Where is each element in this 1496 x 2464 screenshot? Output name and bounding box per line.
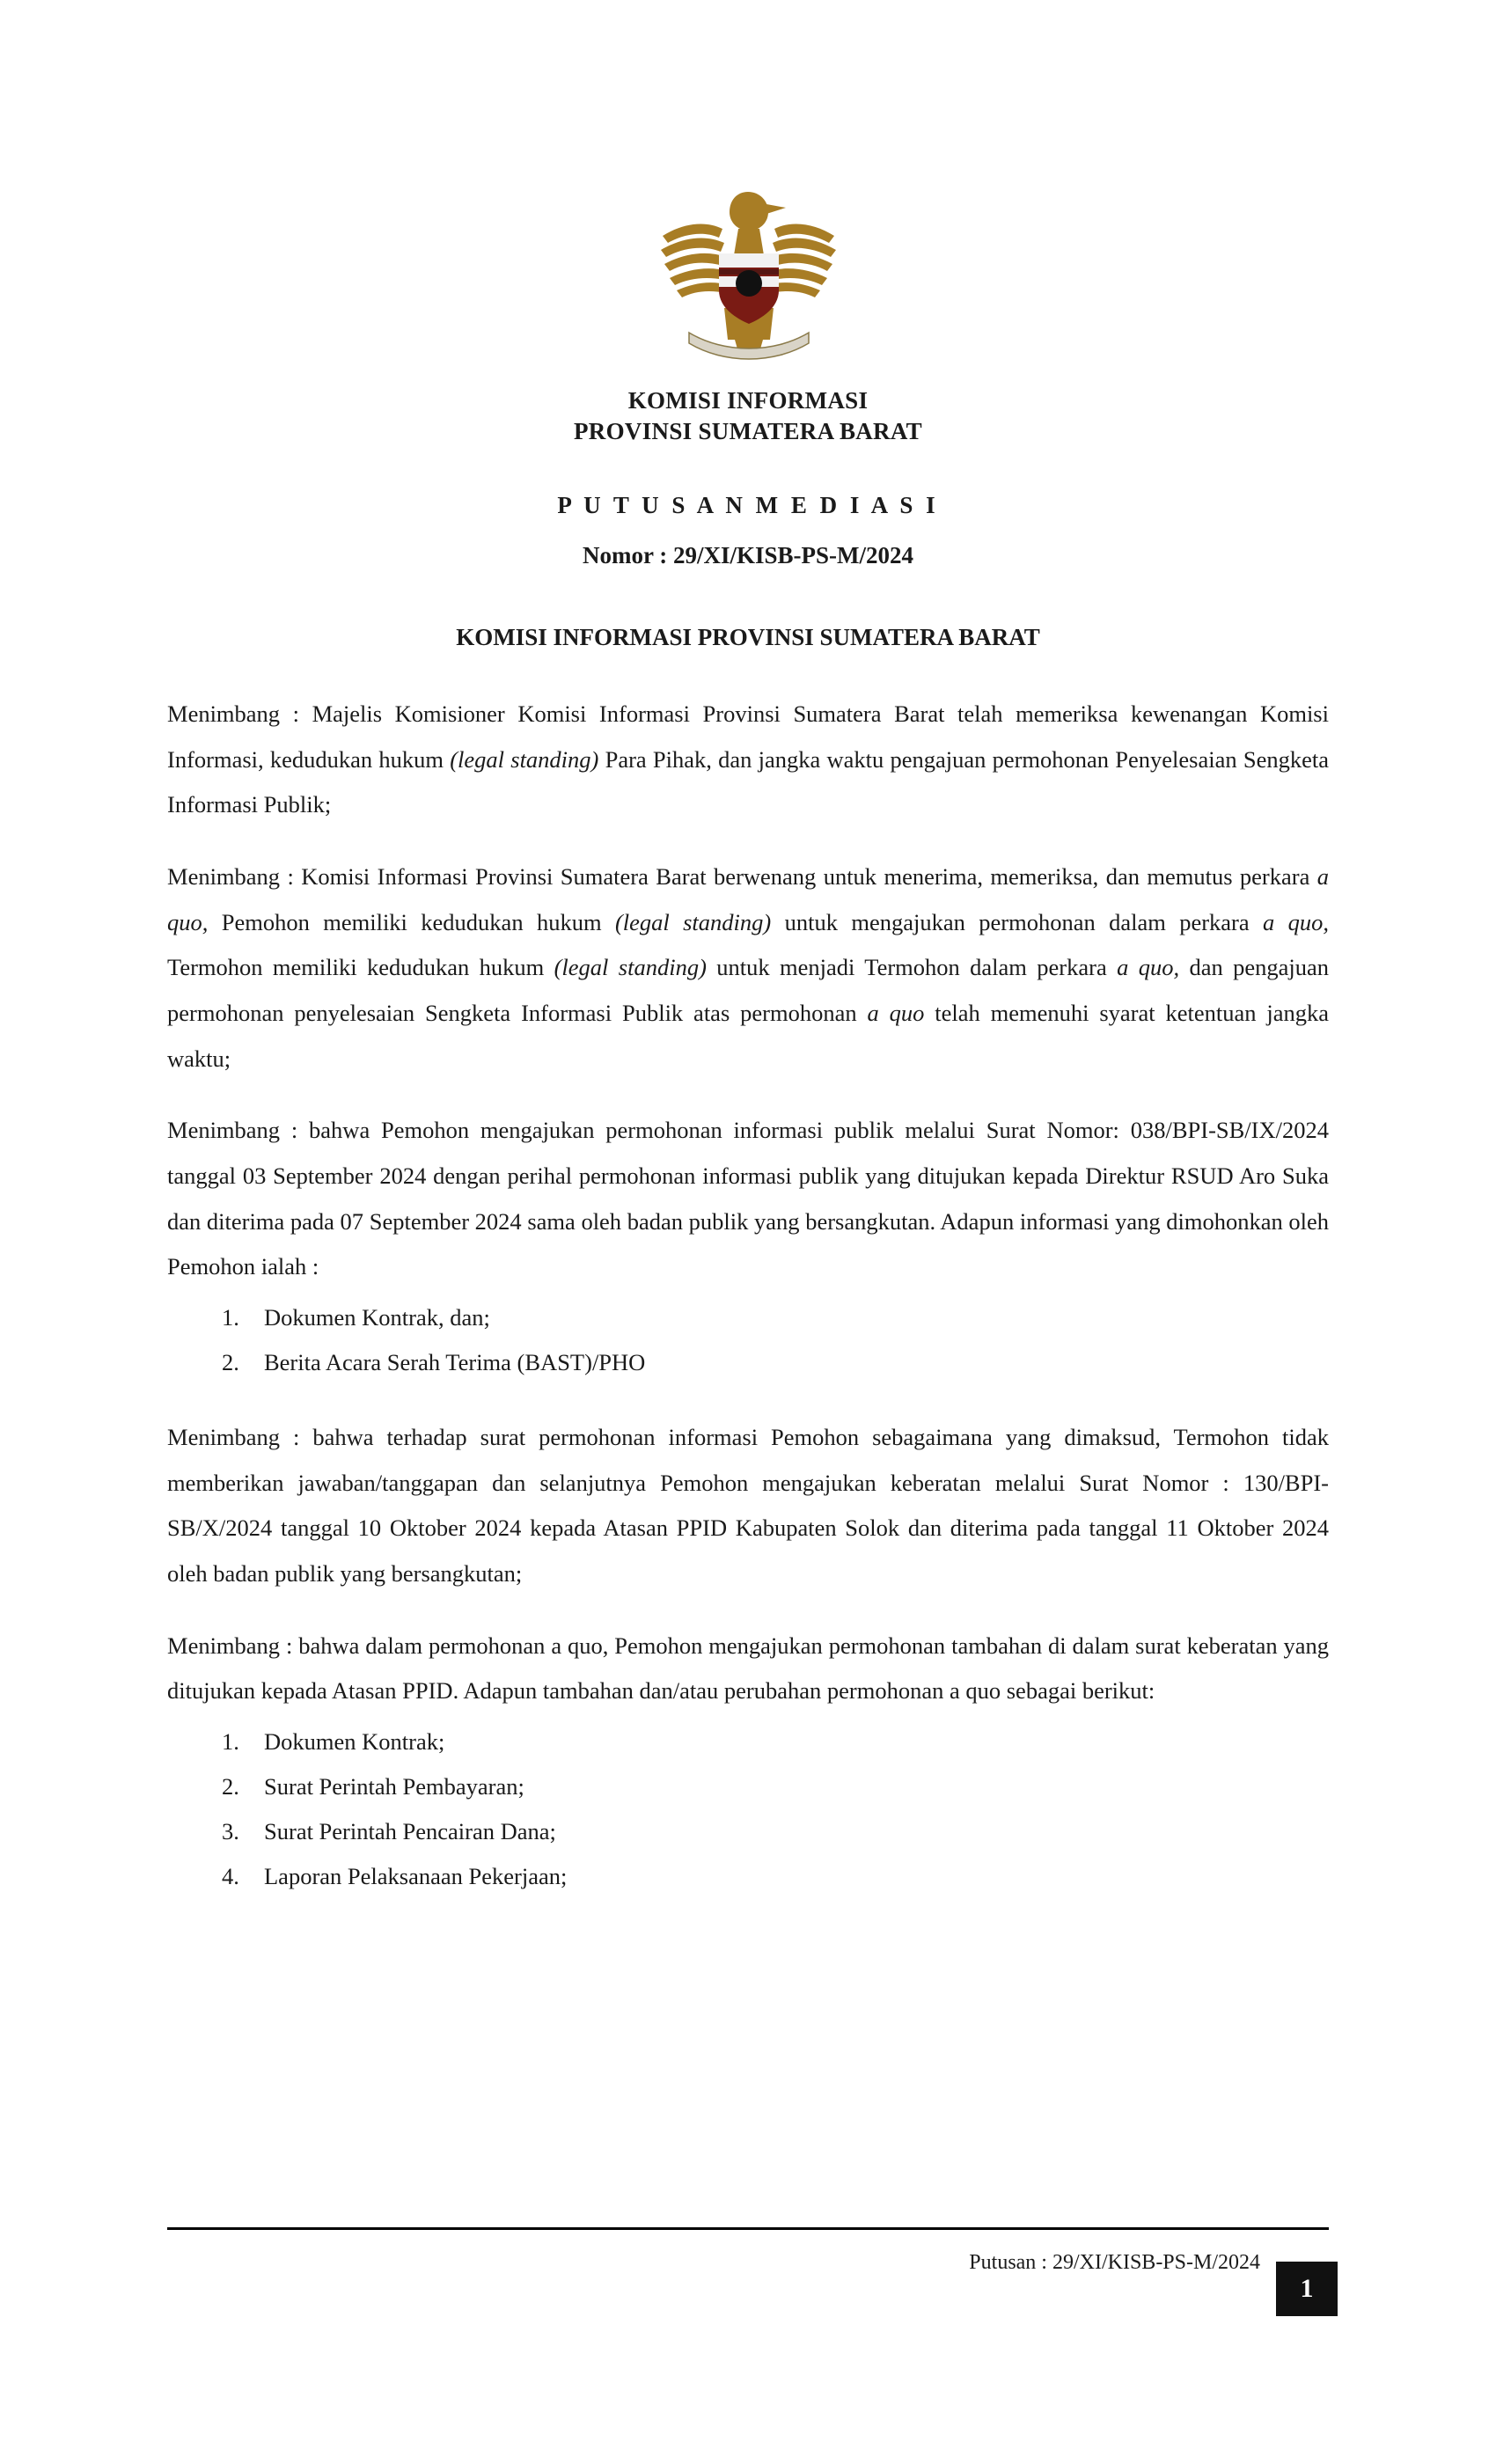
list-item: [222, 1295, 1329, 1340]
footer-reference: Putusan : 29/XI/KISB-PS-M/2024: [969, 2251, 1260, 2274]
list-item-label: Laporan Pelaksanaan Pekerjaan;: [264, 1862, 568, 1889]
list-item: [222, 1720, 1329, 1764]
document-body: [167, 692, 1329, 1898]
document-type-heading: P U T U S A N M E D I A S I: [557, 492, 939, 519]
list-item-label: Dokumen Kontrak, dan;: [264, 1304, 490, 1331]
list-item: [222, 1764, 1329, 1809]
emblem-container: [167, 185, 1329, 370]
list-item-number: 2.: [222, 1349, 239, 1376]
page-footer: [167, 2227, 1329, 2316]
list-item-number: 1.: [222, 1304, 239, 1331]
document-number: Nomor : 29/XI/KISB-PS-M/2024: [583, 542, 913, 569]
list-item: [222, 1340, 1329, 1385]
list-item-number: 3.: [222, 1817, 239, 1844]
organization-title: [167, 385, 1329, 446]
requested-information-list: [167, 1295, 1329, 1385]
list-item: [222, 1809, 1329, 1854]
list-item-label: Berita Acara Serah Terima (BAST)/PHO: [264, 1349, 646, 1376]
paragraph-menimbang-1: Menimbang : Majelis Komisioner Komisi Informasi Provinsi Sumatera Barat telah memeriksa kewenangan Komisi Informasi, kedudukan hukum (legal standing) Para Pihak, dan jangka waktu pengajuan permohonan Penyelesaian Sengketa Informasi Publik;: [167, 700, 1329, 818]
page-number: 1: [1276, 2262, 1338, 2316]
issuer-heading: KOMISI INFORMASI PROVINSI SUMATERA BARAT: [456, 624, 1040, 651]
list-item-label: Surat Perintah Pencairan Dana;: [264, 1817, 556, 1844]
paragraph-menimbang-3: Menimbang : bahwa Pemohon mengajukan permohonan informasi publik melalui Surat Nomor: 038/BPI-SB/IX/2024 tanggal 03 September 2024 dengan perihal permohonan informasi publik yang ditujukan kepada Direktur RSUD Aro Suka dan diterima pada 07 September 2024 sama oleh badan publik yang bersangkutan. Adapun informasi yang dimohonkan oleh Pemohon ialah :: [167, 1117, 1329, 1280]
list-item-number: 4.: [222, 1862, 239, 1889]
organization-title-line1: KOMISI INFORMASI: [627, 387, 869, 414]
list-item-number: 1.: [222, 1727, 239, 1755]
paragraph-menimbang-2: Menimbang : Komisi Informasi Provinsi Sumatera Barat berwenang untuk menerima, memeriksa, dan memutus perkara a quo, Pemohon memiliki kedudukan hukum (legal standing) untuk mengajukan permohonan dalam perkara a quo, Termohon memiliki kedudukan hukum (legal standing) untuk menjadi Termohon dalam perkara a quo, dan pengajuan permohonan penyelesaian Sengketa Informasi Publik atas permohonan a quo telah memenuhi syarat ketentuan jangka waktu;: [167, 863, 1330, 1072]
footer-divider: [167, 2227, 1329, 2230]
list-item-label: Surat Perintah Pembayaran;: [264, 1772, 524, 1800]
list-item: [222, 1854, 1329, 1899]
list-item-number: 2.: [222, 1772, 239, 1800]
paragraph-menimbang-5: Menimbang : bahwa dalam permohonan a quo, Pemohon mengajukan permohonan tambahan di dalam surat keberatan yang ditujukan kepada Atasan PPID. Adapun tambahan dan/atau perubahan permohonan a quo sebagai berikut:: [167, 1632, 1329, 1705]
paragraph-menimbang-4: Menimbang : bahwa terhadap surat permohonan informasi Pemohon sebagaimana yang dimaksud, Termohon tidak memberikan jawaban/tanggapan dan selanjutnya Pemohon mengajukan keberatan melalui Surat Nomor : 130/BPI-SB/X/2024 tanggal 10 Oktober 2024 kepada Atasan PPID Kabupaten Solok dan diterima pada tanggal 11 Oktober 2024 oleh badan publik yang bersangkutan;: [167, 1423, 1329, 1587]
amended-request-list: [167, 1720, 1329, 1899]
list-item-label: Dokumen Kontrak;: [264, 1727, 445, 1755]
organization-title-line2: PROVINSI SUMATERA BARAT: [574, 417, 922, 444]
garuda-pancasila-emblem: [654, 185, 843, 361]
